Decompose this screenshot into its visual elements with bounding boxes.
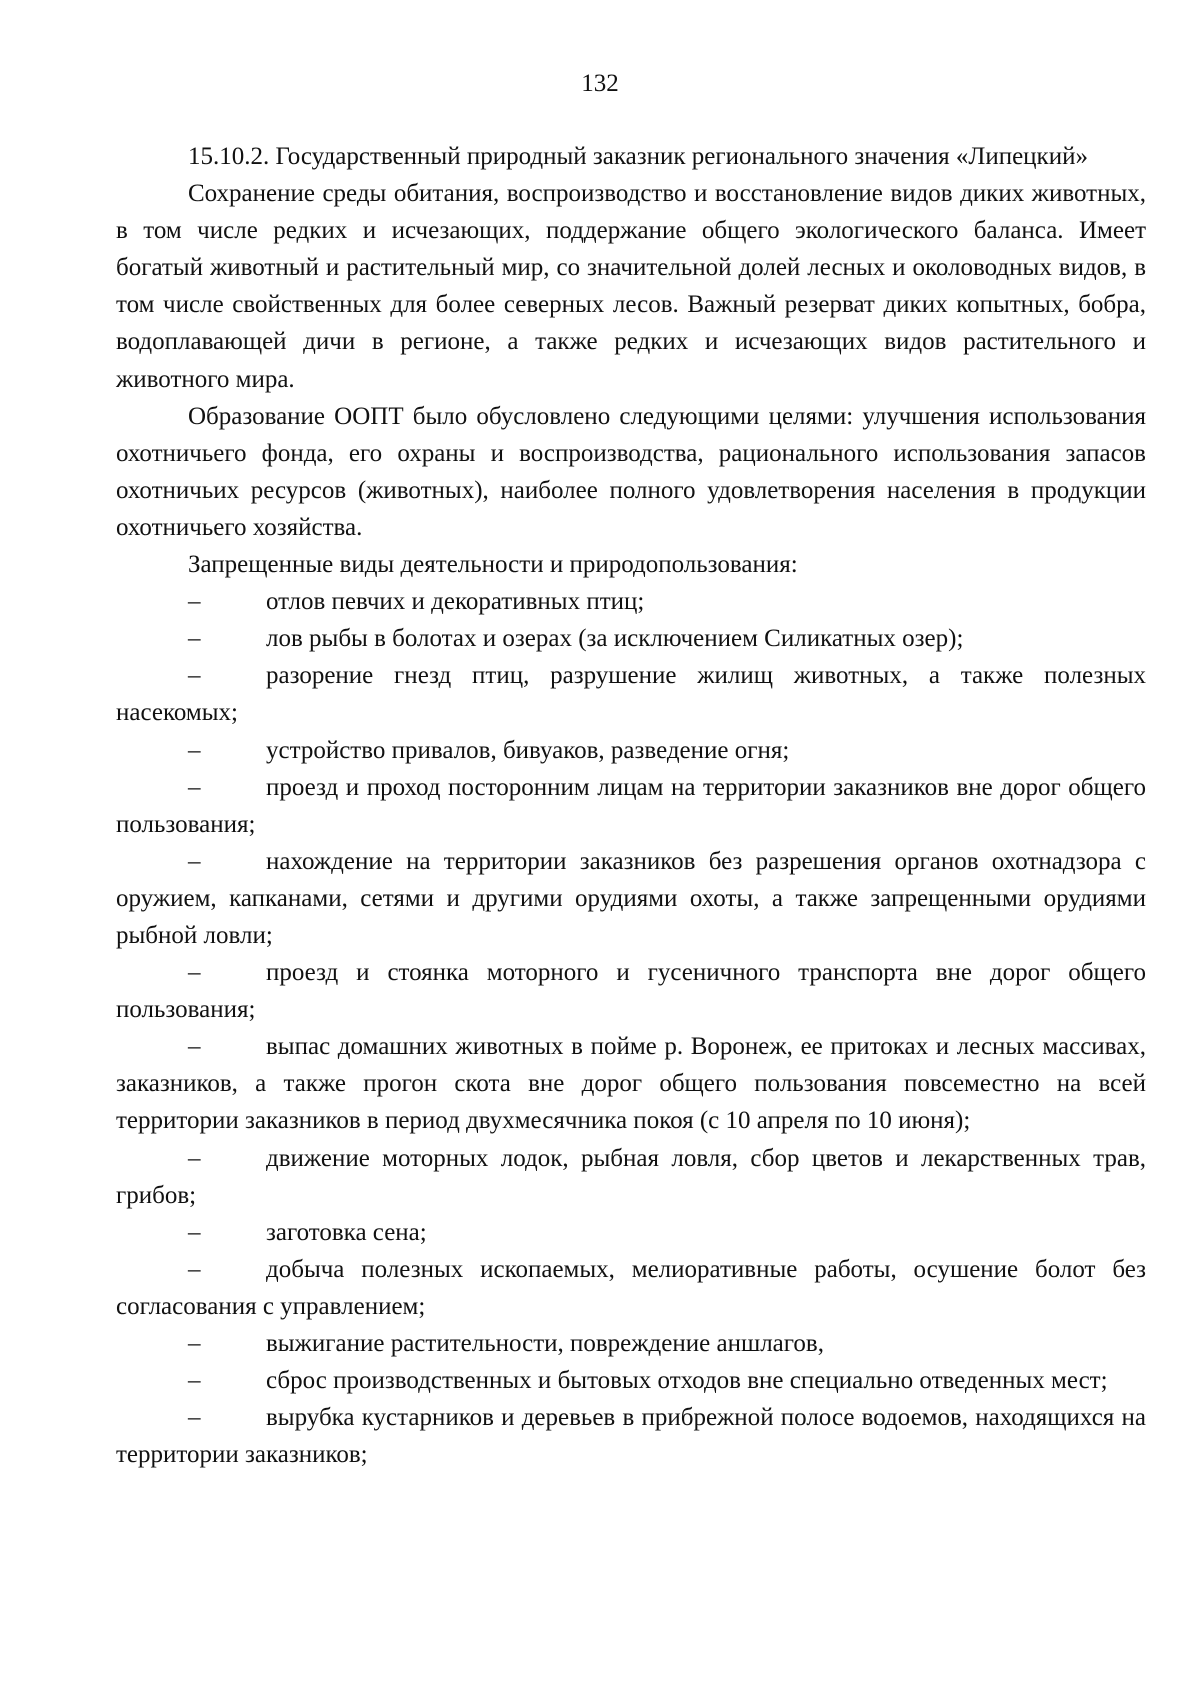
list-dash: – [188, 1033, 201, 1061]
paragraph-prohibited-intro: Запрещенные виды деятельности и природопользования: [188, 551, 798, 579]
list-item-text: вырубка кустарников и деревьев в прибрежной полосе водоемов, находящихся на территории заказников; [116, 1404, 1146, 1469]
document-body [116, 138, 1146, 1473]
list-item [116, 1140, 1146, 1214]
list-item [116, 1028, 1146, 1139]
list-dash: – [188, 959, 201, 987]
list-item [116, 732, 1146, 769]
prohibited-list [116, 583, 1146, 1473]
list-dash: – [188, 1218, 201, 1246]
page-number: 132 [581, 70, 619, 97]
paragraph-goals: Образование ООПТ было обусловлено следующими целями: улучшения использования охотничьего фонда, его охраны и воспроизводства, рационального использования запасов охотничьих ресурсов (животных), наиболее полного удовлетворения населения в продукции охотничьего хозяйства. [116, 402, 1146, 541]
list-item [116, 620, 1146, 657]
list-dash: – [188, 736, 201, 764]
list-item [116, 843, 1146, 954]
list-item [116, 583, 1146, 620]
list-dash: – [188, 588, 201, 616]
list-item [116, 769, 1146, 843]
list-item-text: движение моторных лодок, рыбная ловля, сбор цветов и лекарственных трав, грибов; [116, 1144, 1146, 1209]
list-item-text: сброс производственных и бытовых отходов вне специально отведенных мест; [266, 1367, 1108, 1395]
list-dash: – [188, 625, 201, 653]
list-item-text: разорение гнезд птиц, разрушение жилищ животных, а также полезных насекомых; [116, 662, 1146, 727]
list-dash: – [188, 1330, 201, 1357]
list-item-text: отлов певчих и декоративных птиц; [266, 588, 645, 616]
list-item [116, 1214, 1146, 1251]
list-dash: – [188, 1404, 201, 1432]
section-heading: 15.10.2. Государственный природный заказник регионального значения «Липецкий» [188, 143, 1088, 170]
list-item [116, 657, 1146, 731]
list-dash: – [188, 773, 201, 801]
list-item-text: добыча полезных ископаемых, мелиоративные работы, осушение болот без согласования с управлением; [116, 1255, 1146, 1320]
list-dash: – [188, 1367, 201, 1395]
list-item-text: устройство привалов, бивуаков, разведение огня; [266, 736, 790, 764]
list-dash: – [188, 1144, 201, 1172]
list-item [116, 1399, 1146, 1473]
list-item [116, 1251, 1146, 1325]
list-item-text: заготовка сена; [266, 1218, 427, 1246]
list-item-text: выжигание растительности, повреждение аншлагов, [266, 1330, 824, 1357]
list-item [116, 1362, 1146, 1399]
list-item-text: выпас домашних животных в пойме р. Воронеж, ее притоках и лесных массивах, заказников, а также прогон скота вне дорог общего пользования повсеместно на всей территории заказников в период двухмесячника покоя (с 10 апреля по 10 июня); [116, 1033, 1146, 1135]
list-item-text: нахождение на территории заказников без разрешения органов охотнадзора с оружием, капканами, сетями и другими орудиями охоты, а также запрещенными орудиями рыбной ловли; [116, 847, 1146, 949]
list-item [116, 954, 1146, 1028]
list-item-text: лов рыбы в болотах и озерах (за исключением Силикатных озер); [266, 625, 964, 653]
list-item-text: проезд и стоянка моторного и гусеничного транспорта вне дорог общего пользования; [116, 959, 1146, 1024]
list-dash: – [188, 1255, 201, 1283]
list-item [116, 1325, 1146, 1362]
paragraph-purpose: Сохранение среды обитания, воспроизводство и восстановление видов диких животных, в том числе редких и исчезающих, поддержание общего экологического баланса. Имеет богатый животный и растительный мир, со значительной долей лесных и околоводных видов, в том числе свойственных для более северных лесов. Важный резерват диких копытных, бобра, водоплавающей дичи в регионе, а также редких и исчезающих видов растительного и животного мира. [116, 180, 1146, 393]
list-dash: – [188, 662, 201, 690]
list-item-text: проезд и проход посторонним лицам на территории заказников вне дорог общего пользования; [116, 773, 1146, 838]
list-dash: – [188, 847, 201, 875]
